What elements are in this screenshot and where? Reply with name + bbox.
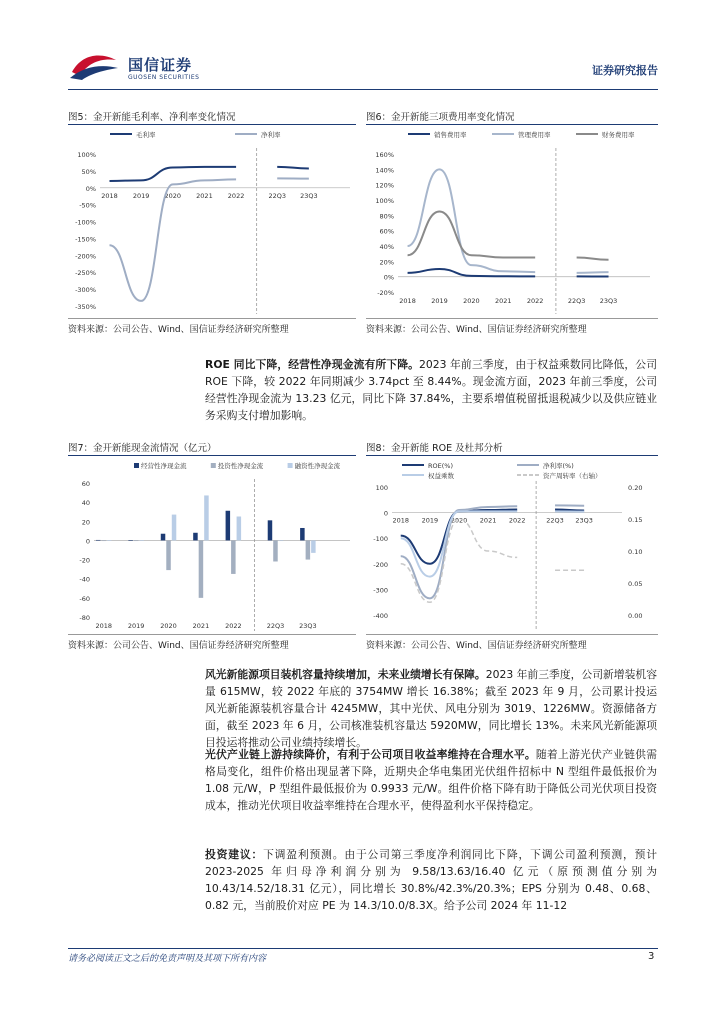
y-tick-label: 140% xyxy=(375,166,394,175)
legend-label: 融资性净现金流 xyxy=(294,462,341,470)
x-tick-label: 2022 xyxy=(225,622,242,630)
series-line-annual xyxy=(408,269,536,276)
y-tick-label: 80% xyxy=(379,212,394,221)
bar xyxy=(231,540,236,574)
y-tick-label: -60 xyxy=(79,594,90,603)
fig8-source: 资料来源：公司公告、Wind、国信证券经济研究所整理 xyxy=(366,641,587,651)
y-right-tick-label: 0.00 xyxy=(628,612,643,620)
x-tick-label: 2019 xyxy=(421,516,439,525)
y-tick-label: 100% xyxy=(375,197,394,205)
y-tick-label: 0 xyxy=(383,509,388,518)
y-tick-label: 100 xyxy=(375,484,388,492)
x-tick-label: 2022 xyxy=(508,516,526,525)
x-tick-label: 23Q3 xyxy=(300,191,318,200)
x-tick-label: 22Q3 xyxy=(546,516,564,525)
legend-label: 净利率 xyxy=(261,131,281,139)
logo-text-cn: 国信证券 xyxy=(128,56,193,74)
series-line-annual xyxy=(109,167,236,181)
footer-divider xyxy=(68,948,658,949)
y-tick-label: -350% xyxy=(75,303,96,311)
y-tick-label: 0% xyxy=(85,184,96,193)
bar xyxy=(306,540,311,559)
x-tick-label: 23Q3 xyxy=(575,516,593,525)
bar xyxy=(311,540,316,552)
x-tick-label: 2020 xyxy=(160,622,177,630)
y-right-tick-label: 0.10 xyxy=(628,548,643,556)
legend-label: 净利率(%) xyxy=(543,462,574,470)
y-tick-label: -200 xyxy=(373,560,388,569)
y-tick-label: 20 xyxy=(81,518,90,527)
x-tick-label: 2021 xyxy=(494,297,512,305)
y-tick-label: -300% xyxy=(75,286,96,295)
bar xyxy=(128,540,133,541)
report-type: 证券研究报告 xyxy=(592,64,658,77)
bar xyxy=(96,540,101,541)
y-tick-label: -200% xyxy=(75,252,96,261)
y-tick-label: -80 xyxy=(79,614,90,622)
bar xyxy=(226,511,231,541)
footer-disclaimer: 请务必阅读正文之后的免责声明及其项下所有内容 xyxy=(68,954,267,964)
x-tick-label: 2020 xyxy=(164,191,182,200)
fig7-chart xyxy=(68,457,358,633)
y-tick-label: 160% xyxy=(375,151,394,159)
bar xyxy=(107,540,112,541)
paragraph-capacity-heading: 风光新能源项目装机容量持续增加，未来业绩增长有保障。 xyxy=(205,668,486,681)
paragraph-pv-price-body: 随着上游光伏产业链供需格局变化，组件价格出现显著下降，近期央企华电集团光伏组件招标中 N 型组件最低报价为 1.08 元/W，P 型组件最低报价为 0.9933 元/W。组件价格下降有助于降低公司光伏项目投资成本，推动光伏项目收益率维持在合理水平，使得盈利水平保持稳定。 xyxy=(205,748,658,812)
y-tick-label: -100 xyxy=(373,535,388,544)
legend-label: 权益乘数 xyxy=(428,472,454,480)
x-tick-label: 23Q3 xyxy=(299,622,317,630)
y-tick-label: -150% xyxy=(75,235,96,244)
paragraph-investment xyxy=(205,846,657,914)
fig8-title: 图8：金开新能 ROE 及杜邦分析 xyxy=(366,443,503,454)
y-tick-label: -20% xyxy=(377,289,394,297)
x-tick-label: 23Q3 xyxy=(599,297,618,305)
fig6-title: 图6：金开新能三项费用率变化情况 xyxy=(366,112,515,123)
fig8-chart xyxy=(366,457,658,633)
page-header xyxy=(68,48,658,88)
series-line-quarterly xyxy=(277,167,309,169)
x-tick-label: 2018 xyxy=(399,297,416,305)
header-divider xyxy=(68,89,658,90)
fig6-source: 资料来源：公司公告、Wind、国信证券经济研究所整理 xyxy=(366,325,587,335)
x-tick-label: 2018 xyxy=(392,516,410,525)
x-tick-label: 2022 xyxy=(227,191,245,200)
fig7-source-rule xyxy=(68,634,356,635)
legend-label: 经营性净现金流 xyxy=(141,462,187,470)
legend-label: 毛利率 xyxy=(136,131,156,139)
fig8-title-rule xyxy=(366,455,658,456)
fig5-title-rule xyxy=(68,124,356,125)
y-tick-label: -20 xyxy=(79,556,90,565)
x-tick-label: 2020 xyxy=(463,297,480,305)
y-tick-label: 0% xyxy=(383,273,394,282)
y-tick-label: -100% xyxy=(75,218,96,227)
y-tick-label: 100% xyxy=(77,151,96,159)
logo-text-en: GUOSEN SECURITIES xyxy=(128,74,200,81)
legend-swatch xyxy=(134,463,139,468)
paragraph-roe xyxy=(205,356,657,424)
paragraph-investment-heading: 投资建议： xyxy=(205,848,264,861)
x-tick-label: 22Q3 xyxy=(567,297,586,305)
paragraph-pv-price-heading: 光伏产业链上游持续降价，有利于公司项目收益率维持在合理水平。 xyxy=(205,748,536,761)
page-number: 3 xyxy=(648,951,655,962)
guosen-logo-icon xyxy=(68,52,120,80)
legend-label: 资产周转率（右轴） xyxy=(543,472,602,480)
bar xyxy=(193,533,198,541)
paragraph-roe-heading: ROE 同比下降，经营性净现金流有所下降。 xyxy=(205,358,420,371)
y-tick-label: -250% xyxy=(75,269,96,278)
fig6-chart xyxy=(366,126,658,316)
series-line-quarterly xyxy=(577,258,609,260)
fig8-source-rule xyxy=(366,634,658,635)
fig7-title-rule xyxy=(68,455,356,456)
fig5-chart xyxy=(68,126,358,316)
y-right-tick-label: 0.20 xyxy=(628,484,643,492)
y-tick-label: 20% xyxy=(379,258,394,267)
fig7-title: 图7：金开新能现金流情况（亿元） xyxy=(68,443,217,454)
paragraph-roe-body: 2023 年前三季度，由于权益乘数同比降低，公司 ROE 下降，较 2022 年同期减少 3.74pct 至 8.44%。现金流方面，2023 年前三季度，公司经营性净现金流为 13.23 亿元，同比下降 37.84%，主要系增值税留抵退税减少以及供应链业务采购支付增加影响。 xyxy=(205,358,657,422)
y-tick-label: 40 xyxy=(81,499,90,508)
legend-label: 投资性净现金流 xyxy=(217,462,264,470)
paragraph-capacity xyxy=(205,666,657,751)
x-tick-label: 2021 xyxy=(192,622,210,630)
x-tick-label: 2018 xyxy=(101,191,118,200)
bar xyxy=(161,534,166,541)
x-tick-label: 2019 xyxy=(431,297,448,305)
fig5-source-rule xyxy=(68,318,356,319)
bar xyxy=(204,495,209,540)
x-tick-label: 2021 xyxy=(479,516,497,525)
series-line-annual xyxy=(408,212,536,258)
fig6-title-rule xyxy=(366,124,658,125)
y-tick-label: -50% xyxy=(79,201,96,210)
x-tick-label: 2021 xyxy=(196,191,213,200)
bar xyxy=(166,540,171,570)
bar xyxy=(268,520,273,540)
y-tick-label: -40 xyxy=(79,575,90,584)
bar xyxy=(139,540,144,541)
y-right-tick-label: 0.05 xyxy=(628,580,643,588)
y-tick-label: 120% xyxy=(375,181,394,190)
paragraph-capacity-body: 2023 年前三季度，公司新增装机容量 615MW，较 2022 年底的 3754MW 增长 16.38%；截至 2023 年 9 月，公司累计投运风光新能源装机容量合计 4245MW，其中光伏、风电分别为 3019、1226MW。资源储备方面，截至 2023 年 6 月，公司核准装机容量达 5920MW，同比增长 13%。未来风光新能源项目投运将推动公司业绩持续增长。 xyxy=(205,668,657,749)
bar xyxy=(199,540,204,597)
legend-swatch xyxy=(211,463,216,468)
y-tick-label: 60% xyxy=(379,227,394,236)
fig7-source: 资料来源：公司公告、Wind、国信证券经济研究所整理 xyxy=(68,641,289,651)
legend-swatch xyxy=(288,463,293,468)
paragraph-investment-body: 下调盈利预测。由于公司第三季度净利润同比下降，下调公司盈利预测，预计 2023-2025 年归母净利润分别为 9.58/13.63/16.40 亿元（原预测值分别为 10.43/14.52/18.31 亿元），同比增长 30.8%/42.3%/20.3%；EPS 分别为 0.48、0.68、0.82 元，当前股价对应 PE 为 14.3/10.0/8.3X。给予公司 2024 年 11-12 xyxy=(205,848,658,912)
x-tick-label: 22Q3 xyxy=(266,622,285,630)
x-tick-label: 2018 xyxy=(95,622,112,630)
x-tick-label: 2022 xyxy=(526,297,544,305)
bar xyxy=(273,540,278,561)
legend-label: 销售费用率 xyxy=(434,131,467,139)
y-tick-label: 0 xyxy=(85,537,90,546)
bar xyxy=(172,515,177,541)
fig6-source-rule xyxy=(366,318,658,319)
x-tick-label: 2019 xyxy=(127,622,145,630)
bar xyxy=(300,528,305,540)
x-tick-label: 2019 xyxy=(132,191,150,200)
x-tick-label: 22Q3 xyxy=(268,191,286,200)
y-tick-label: 50% xyxy=(81,167,96,176)
y-tick-label: 60 xyxy=(81,480,90,488)
bar xyxy=(134,540,139,541)
fig5-title: 图5：金开新能毛利率、净利率变化情况 xyxy=(68,112,236,123)
x-tick-label: 2020 xyxy=(450,516,468,525)
fig5-source: 资料来源：公司公告、Wind、国信证券经济研究所整理 xyxy=(68,325,289,335)
bar xyxy=(279,540,284,541)
series-line-quarterly xyxy=(577,272,609,273)
legend-label: ROE(%) xyxy=(428,462,453,470)
y-tick-label: -400 xyxy=(373,612,388,620)
y-right-tick-label: 0.15 xyxy=(628,516,643,524)
y-tick-label: 40% xyxy=(379,243,394,251)
y-tick-label: -300 xyxy=(373,586,388,595)
legend-label: 财务费用率 xyxy=(602,131,635,139)
legend-label: 管理费用率 xyxy=(518,131,551,139)
bar xyxy=(237,517,242,541)
paragraph-pv-price xyxy=(205,746,657,814)
bar xyxy=(101,540,106,541)
